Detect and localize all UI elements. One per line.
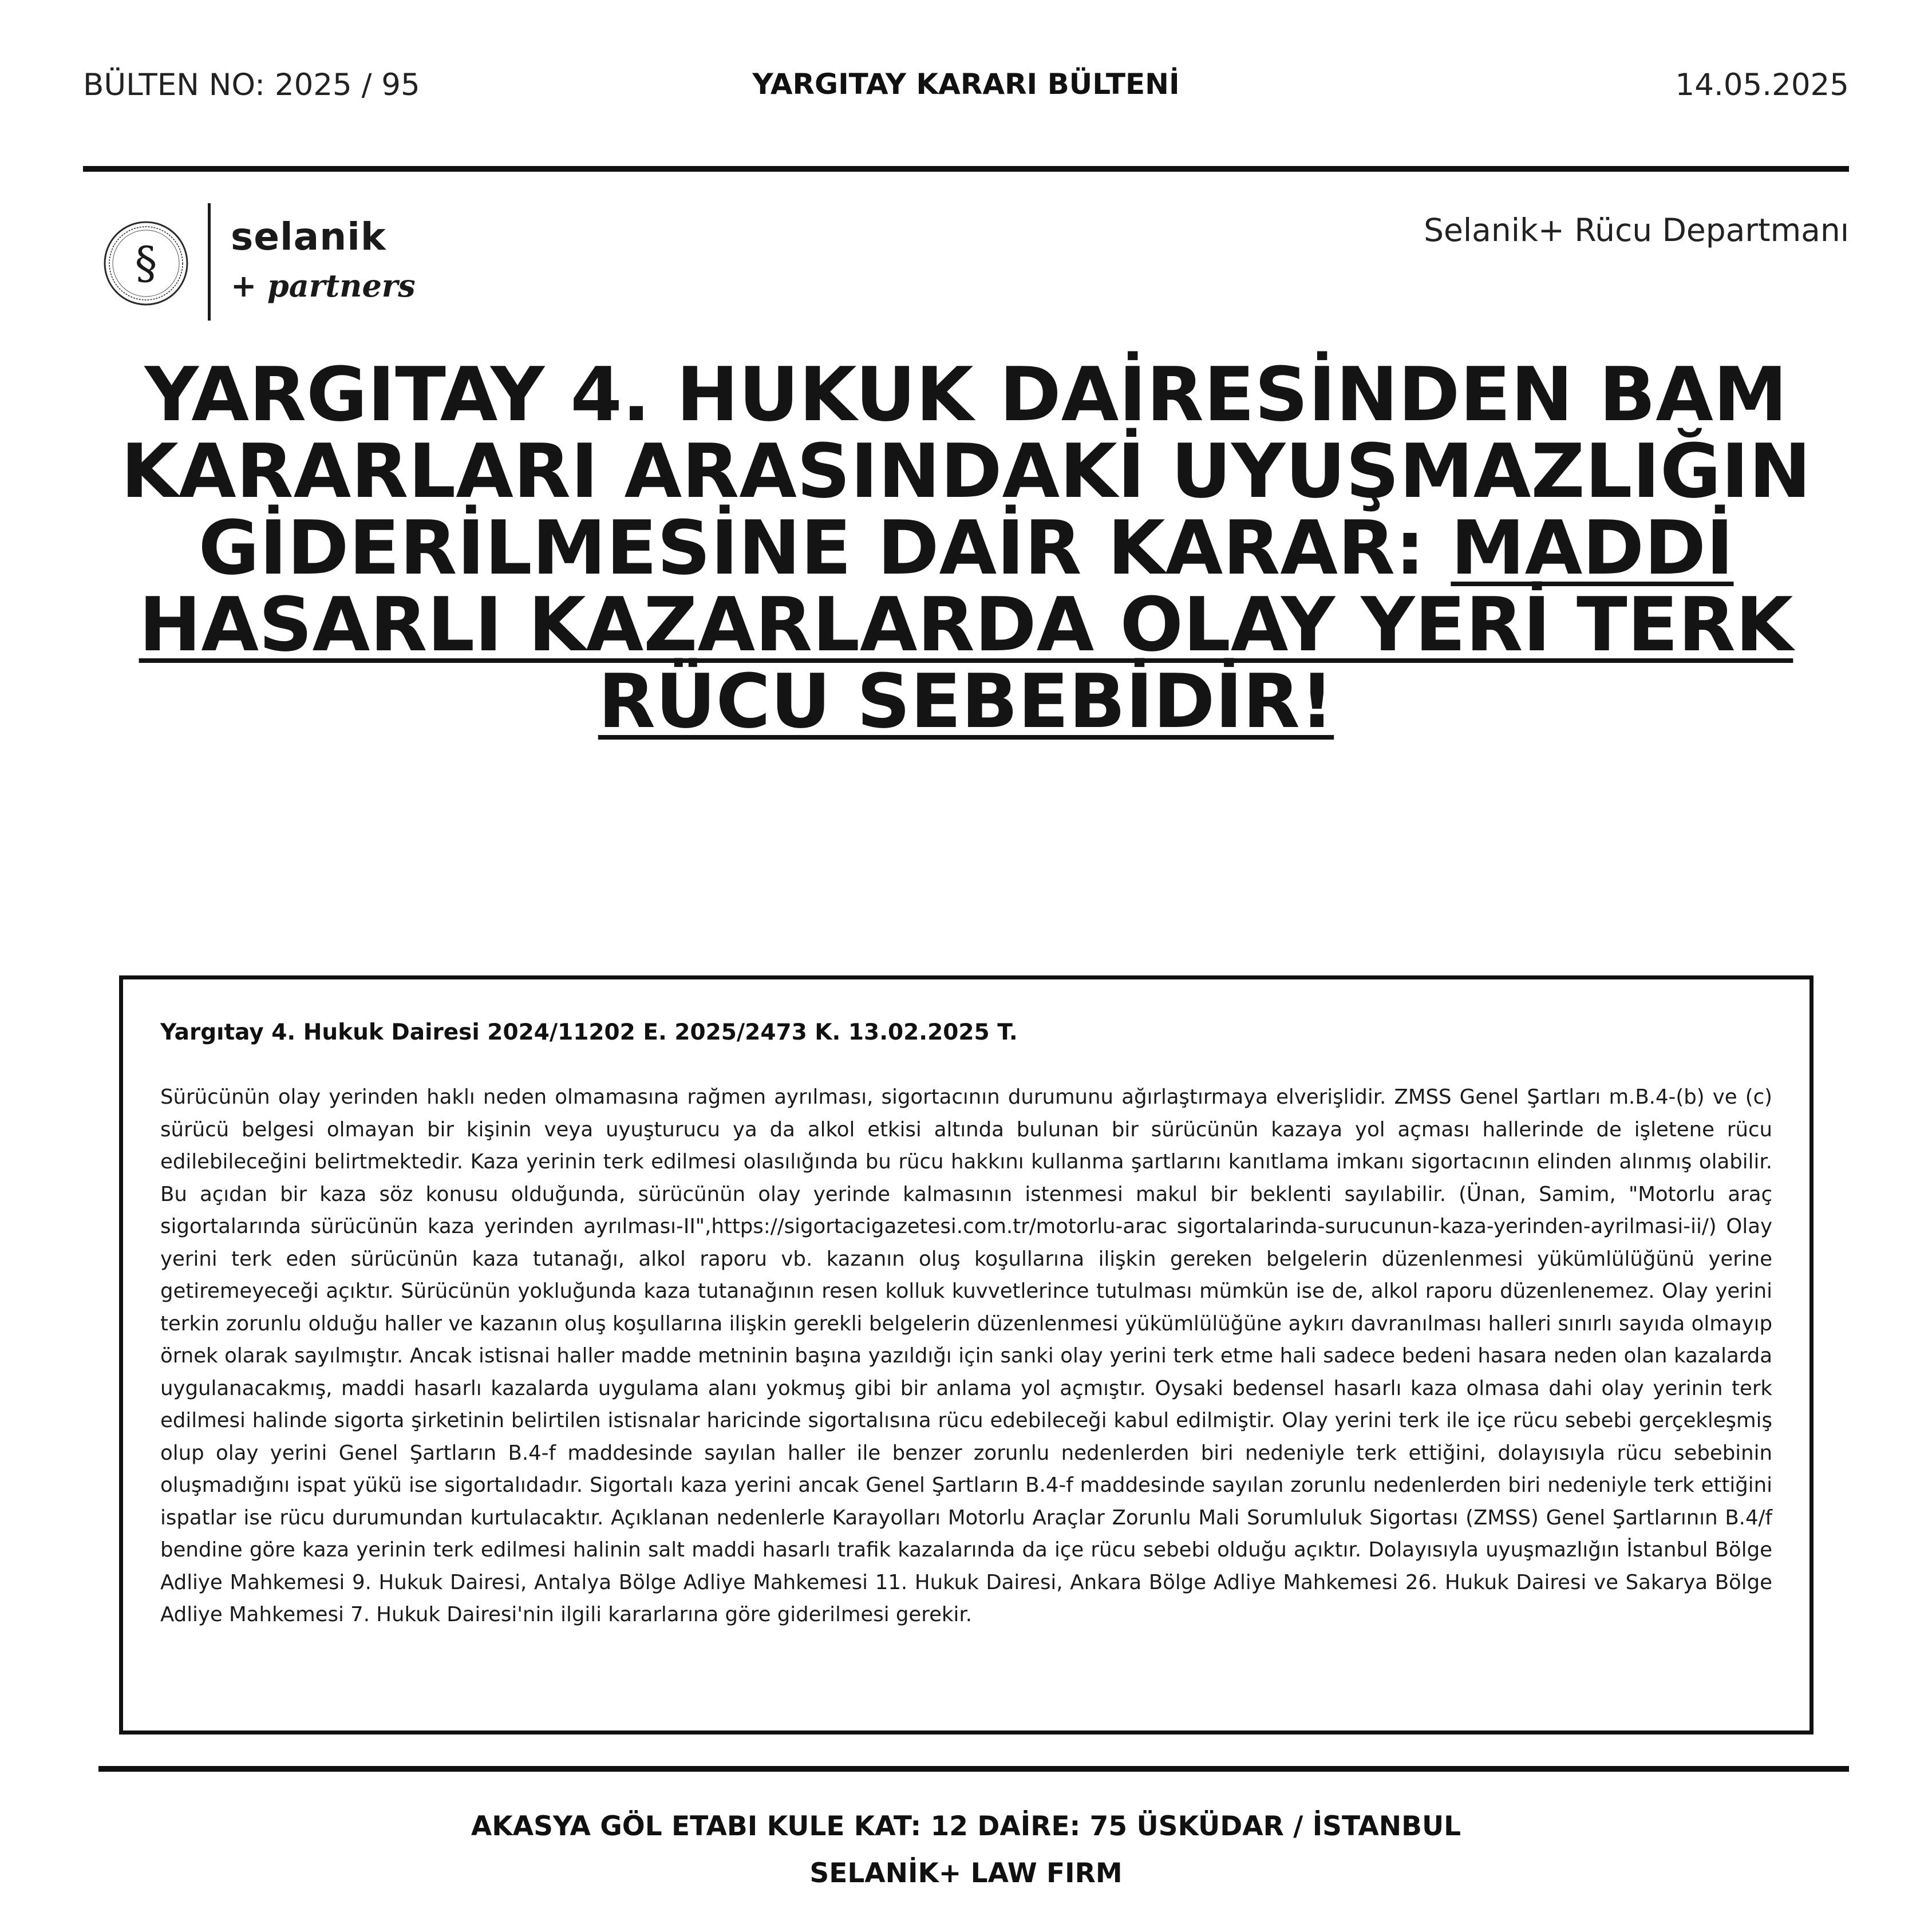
- logo-name: selanik: [231, 215, 386, 259]
- headline-text: YARGITAY 4. HUKUK DAİRESİNDEN BAM KARARLARI ARASINDAKİ UYUŞMAZLIĞIN GİDERİLMESİNE DAİR KARAR:: [121, 351, 1811, 591]
- bulletin-number: BÜLTEN NO: 2025 / 95: [83, 68, 420, 102]
- footer: [83, 1803, 1849, 1897]
- logo-divider: [208, 203, 211, 321]
- headline: [83, 351, 1849, 745]
- case-body: Sürücünün olay yerinden haklı neden olmamasına rağmen ayrılması, sigortacının durumunu ağırlaştırmaya elverişlidir. ZMSS Genel Şartları m.B.4-(b) ve (c) sürücü belgesi olmayan bir kişinin veya uyuşturucu ya da alkol etkisi altında bulunan bir sürücünün kazaya yol açması hallerinde de işletene rücu edilebileceğini belirtmektedir. Kaza yerinin terk edilmesi olasılığında bu rücu hakkını kullanma şartlarını kanıtlama imkanı sigortacının elinden alınmış olabilir. Bu açıdan bir kaza söz konusu olduğunda, sürücünün olay yerinde kalmasının istenmesi makul bir beklenti sayılabilir. (Ünan, Samim, "Motorlu araç sigortalarında sürücünün kaza yerinden ayrılması-II",https://sigortacigazetesi.com.tr/motorlu-arac sigortalarinda-surucunun-kaza-yerinden-ayrilmasi-ii/) Olay yerini terk eden sürücünün kaza tutanağı, alkol raporu vb. kazanın oluş koşullarına ilişkin gereken belgelerin düzenlenmesi yükümlülüğünü yerine getiremeyeceği açıktır. Sürücünün yokluğunda kaza tutanağının resen kolluk kuvvetlerince tutulması mümkün ise de, alkol raporu düzenlenemez. Olay yerini terkin zorunlu olduğu haller ve kazanın oluş koşullarına ilişkin gerekli belgelerin düzenlenmesi yükümlülüğüne aykırı davranılması halleri sınırlı sayıda olmayıp örnek olarak sayılmıştır. Ancak istisnai haller madde metninin başına yazıldığı için sanki olay yerini terk etme hali sadece bedeni hasara neden olan kazalarda uygulanacakmış, maddi hasarlı kazalarda uygulama alanı yokmuş gibi bir anlama yol açmıştır. Oysaki bedensel hasarlı kaza olmasa dahi olay yerinin terk edilmesi halinde sigorta şirketinin belirtilen istisnalar haricinde sigortalısına rücu edebileceği kabul edilmiştir. Olay yerini terk ile içe rücu sebebi gerçekleşmiş olup olay yerini Genel Şartların B.4-f maddesinde sayılan haller ile benzer zorunlu nedenlerden biri nedeniyle terk ettiğini, dolayısıyla rücu sebebinin oluşmadığını ispat yükü ise sigortalıdadır. Sigortalı kaza yerini ancak Genel Şartların B.4-f maddesinde sayılan zorunlu nedenlerden biri nedeniyle terk ettiğini ispatlar ise rücu durumundan kurtulacaktır. Açıklanan nedenlerle Karayolları Motorlu Araçlar Zorunlu Mali Sorumluluk Sigortası (ZMSS) Genel Şartlarının B.4/f bendine göre kaza yerinin terk edilmesi halinin salt maddi hasarlı trafik kazalarında da içe rücu sebebi olduğu açıktır. Dolayısıyla uyuşmazlığın İstanbul Bölge Adliye Mahkemesi 9. Hukuk Dairesi, Antalya Bölge Adliye Mahkemesi 11. Hukuk Dairesi, Ankara Bölge Adliye Mahkemesi 26. Hukuk Dairesi ve Sakarya Bölge Adliye Mahkemesi 7. Hukuk Dairesi'nin ilgili kararlarına göre giderilmesi gerekir.: [160, 1085, 1772, 1626]
- footer-address: AKASYA GÖL ETABI KULE KAT: 12 DAİRE: 75 ÜSKÜDAR / İSTANBUL: [471, 1811, 1461, 1842]
- bulletin-date: 14.05.2025: [1675, 68, 1849, 102]
- section-sign-logo-icon: [100, 218, 192, 309]
- logo-subtitle: + partners: [231, 267, 416, 304]
- department-name: Selanik+ Rücu Departmanı: [1424, 212, 1849, 248]
- bulletin-title: YARGITAY KARARI BÜLTENİ: [752, 68, 1180, 101]
- bottom-divider: [98, 1766, 1849, 1772]
- case-box: [119, 975, 1814, 1735]
- svg-text:§: §: [135, 238, 157, 289]
- headline-underlined: MADDİ HASARLI KAZARLARDA OLAY YERİ TERK RÜCU SEBEBİDİR!: [139, 504, 1793, 745]
- bulletin-header: [83, 68, 1849, 113]
- top-divider: [83, 166, 1849, 172]
- footer-firm: SELANİK+ LAW FIRM: [809, 1858, 1123, 1889]
- case-reference: Yargıtay 4. Hukuk Dairesi 2024/11202 E. 2025/2473 K. 13.02.2025 T.: [160, 1020, 1018, 1045]
- firm-logo: [100, 203, 421, 321]
